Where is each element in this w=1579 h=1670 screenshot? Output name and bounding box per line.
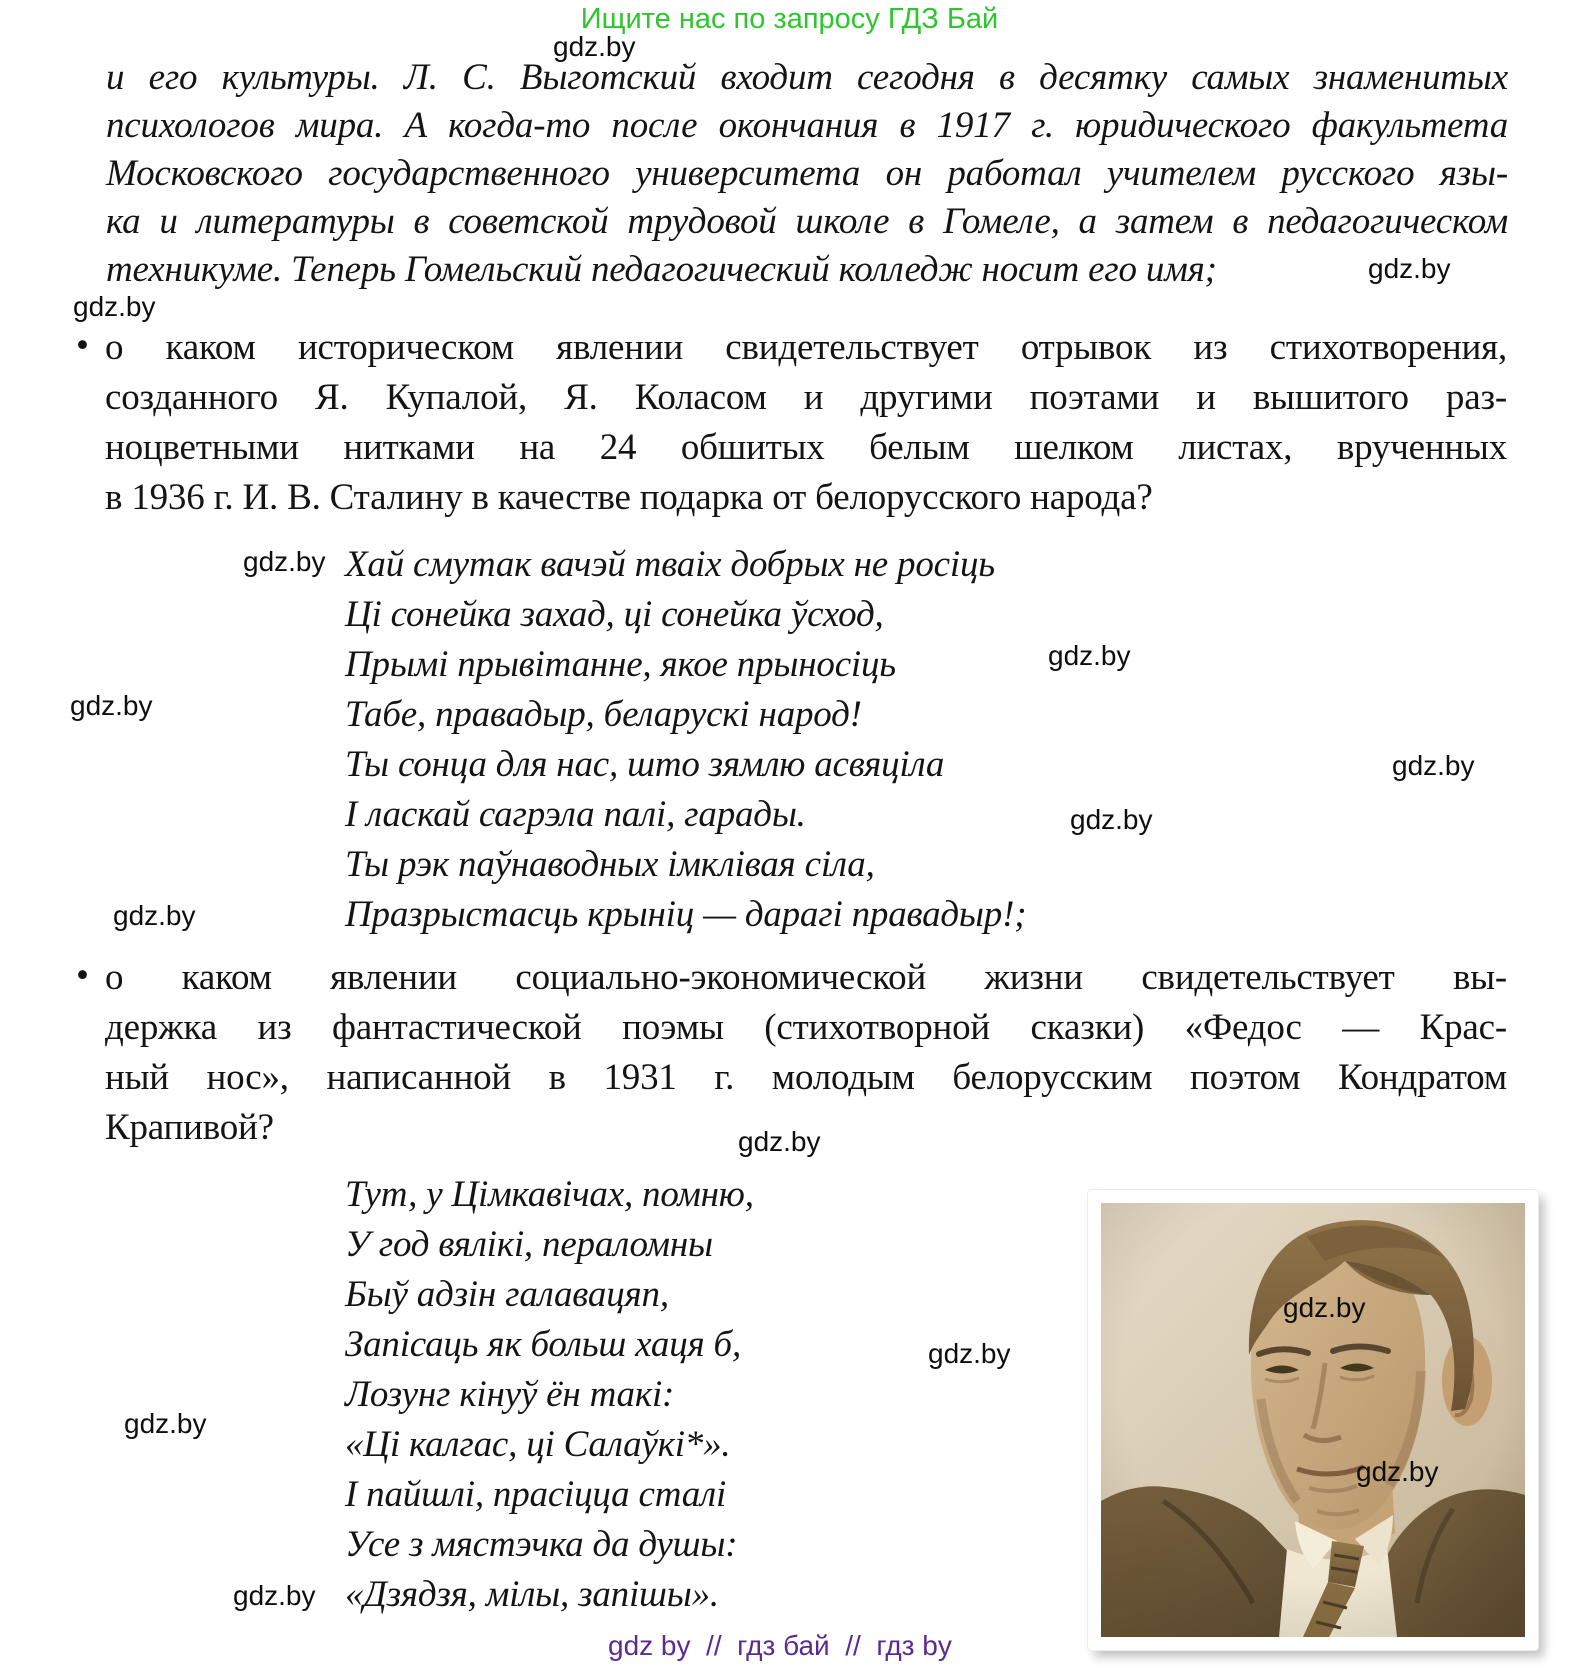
bullet-text	[105, 323, 1507, 523]
text-line: психологов мира. А когда-то после окончания в 1917 г. юридического факультета	[106, 105, 1508, 146]
watermark: gdz.by	[1048, 640, 1131, 671]
watermark: gdz.by	[113, 900, 196, 931]
poem-line: «Ці калгас, ці Салаўкі*».	[345, 1424, 731, 1465]
poem-quote-1	[345, 540, 1026, 940]
poem-line: Ці сонейка захад, ці сонейка ўсход,	[345, 594, 884, 635]
bullet-item-fedos-poem	[76, 953, 1507, 1153]
watermark: gdz.by	[1070, 804, 1153, 835]
watermark: gdz.by	[70, 690, 153, 721]
portrait-image	[1101, 1203, 1525, 1637]
bullet-item-embroidered-poem	[76, 323, 1507, 523]
watermark: gdz.by	[124, 1408, 207, 1439]
poem-line: Ты сонца для нас, што зямлю асвяціла	[345, 744, 945, 785]
promo-banner: Ищите нас по запросу ГДЗ Бай	[580, 3, 999, 35]
text-line: ный нос», написанной в 1931 г. молодым белорусским поэтом Кондратом	[105, 1057, 1507, 1098]
poem-line: Тут, у Цімкавічах, помню,	[345, 1174, 754, 1215]
intro-paragraph	[106, 54, 1508, 294]
poem-line: Ты рэк паўнаводных імклівая сіла,	[345, 844, 875, 885]
watermark: gdz.by	[738, 1126, 821, 1157]
poem-quote-2	[345, 1170, 754, 1620]
watermark: gdz.by	[73, 291, 156, 322]
poem-line: Быў адзін галавацяп,	[345, 1274, 669, 1315]
poem-line: Лозунг кінуў ён такі:	[345, 1374, 675, 1415]
watermark: gdz.by	[553, 31, 636, 62]
poem-line: Празрыстасць крыніц — дарагі правадыр!;	[345, 894, 1027, 935]
bullet-marker: •	[76, 955, 89, 996]
text-line: ноцветными нитками на 24 обшитых белым шелком листах, врученных	[105, 427, 1507, 468]
watermark: gdz.by	[1356, 1456, 1439, 1487]
bullet-text	[105, 953, 1507, 1153]
poem-line: «Дзядзя, мілы, запішы».	[345, 1574, 719, 1615]
bullet-marker: •	[76, 325, 89, 366]
poem-line: У год вялікі, пераломны	[345, 1224, 713, 1265]
text-line: о каком историческом явлении свидетельствует отрывок из стихотворения,	[105, 327, 1507, 368]
text-line: держка из фантастической поэмы (стихотворной сказки) «Федос — Крас-	[105, 1007, 1507, 1048]
watermark: gdz.by	[1283, 1292, 1366, 1323]
text-line: Московского государственного университета он работал учителем русского язы-	[106, 153, 1508, 194]
text-line: и его культуры. Л. С. Выготский входит сегодня в десятку самых знаменитых	[106, 57, 1508, 98]
poem-line: Хай смутак вачэй тваіх добрых не росіць	[345, 544, 995, 585]
text-line: в 1936 г. И. В. Сталину в качестве подарка от белорусского народа?	[105, 477, 1153, 518]
watermark: gdz.by	[233, 1580, 316, 1611]
poem-line: Прымі прывітанне, якое прыносіць	[345, 644, 896, 685]
watermark: gdz.by	[1368, 253, 1451, 284]
watermark: gdz.by	[243, 546, 326, 577]
poem-line: Запісаць як больш хаця б,	[345, 1324, 742, 1365]
text-line: ка и литературы в советской трудовой школе в Гомеле, а затем в педагогическом	[106, 201, 1508, 242]
watermark: gdz.by	[928, 1338, 1011, 1369]
text-line: Крапивой?	[105, 1107, 274, 1148]
portrait-photo	[1088, 1190, 1538, 1650]
text-line: созданного Я. Купалой, Я. Коласом и другими поэтами и вышитого раз-	[105, 377, 1507, 418]
text-line: о каком явлении социально-экономической жизни свидетельствует вы-	[105, 957, 1507, 998]
poem-line: Табе, правадыр, беларускі народ!	[345, 694, 862, 735]
text-line: техникуме. Теперь Гомельский педагогический колледж носит его имя;	[106, 249, 1217, 290]
poem-line: І пайшлі, прасіцца сталі	[345, 1474, 727, 1515]
footer-tags: gdz by // гдз бай // гдз by	[608, 1630, 952, 1661]
watermark: gdz.by	[1392, 750, 1475, 781]
poem-line: І ласкай сагрэла палі, гарады.	[345, 794, 806, 835]
poem-line: Усе з мястэчка да душы:	[345, 1524, 738, 1565]
